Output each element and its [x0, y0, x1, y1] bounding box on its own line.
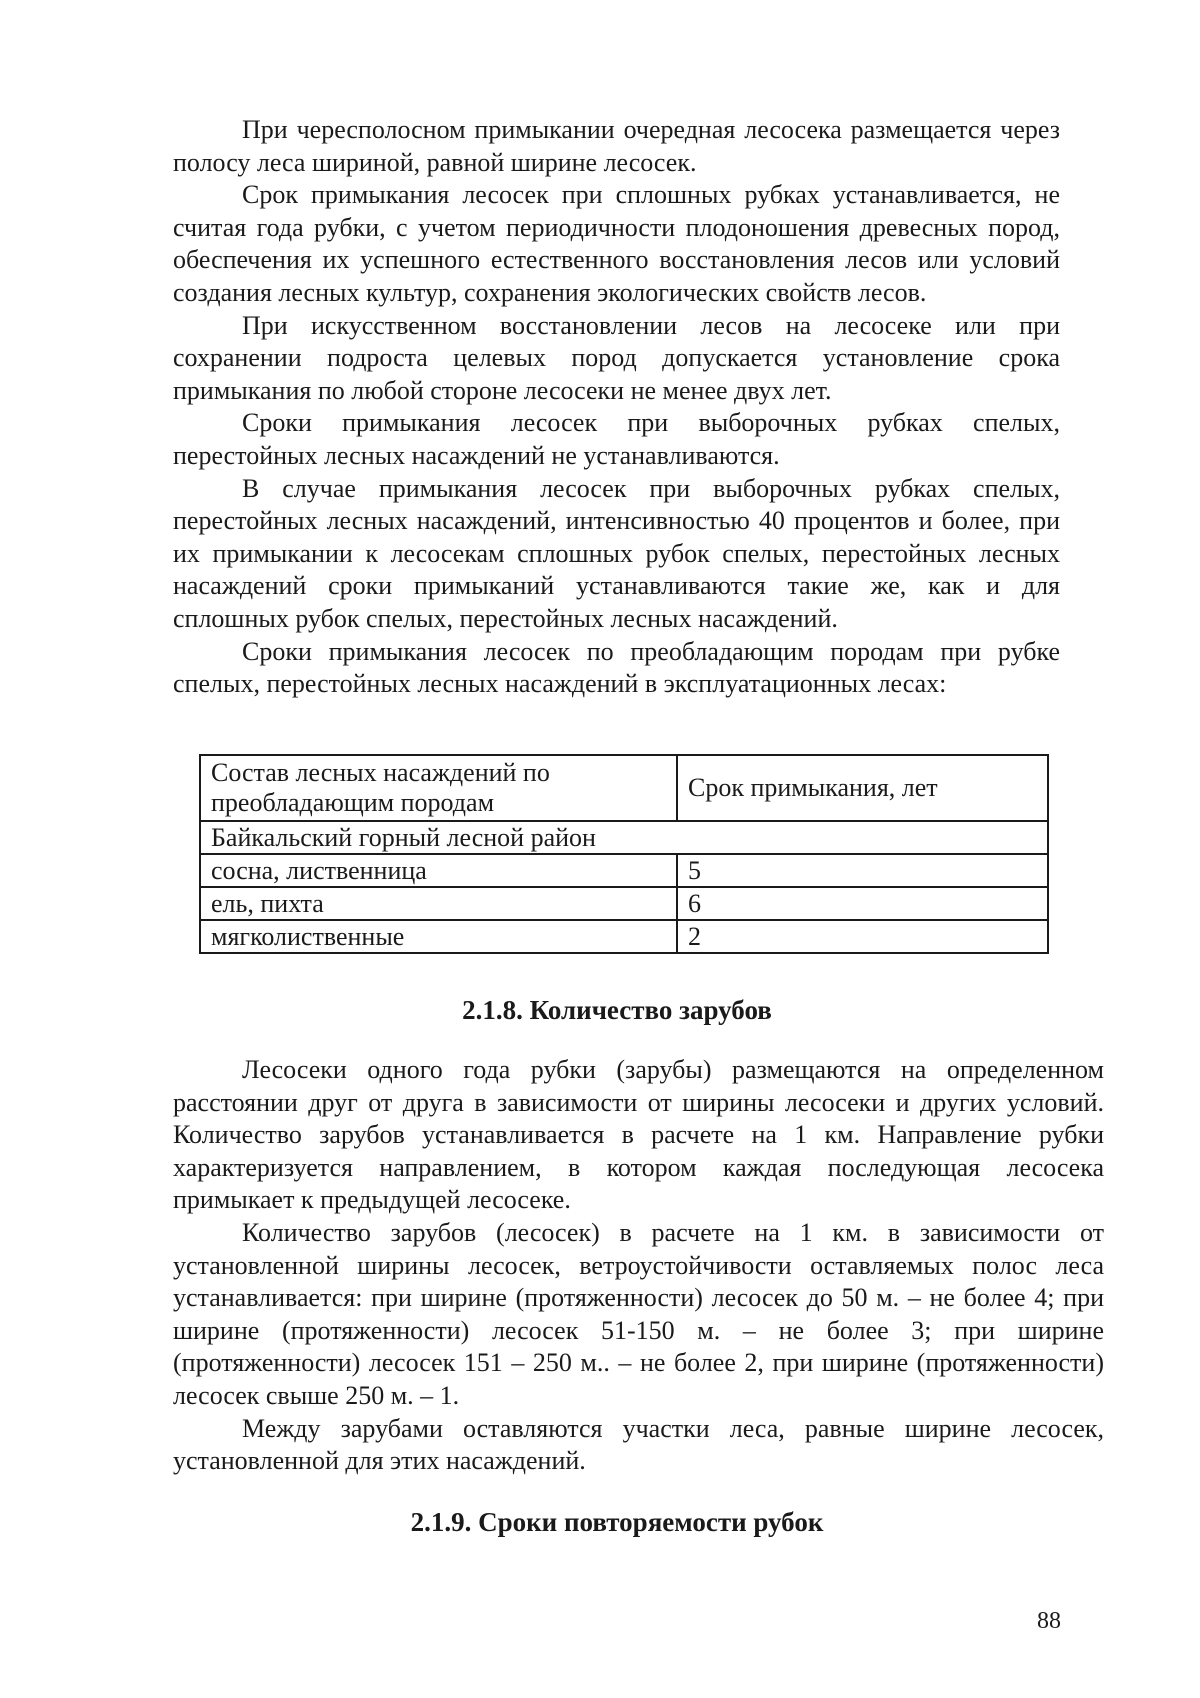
table-region-row	[200, 821, 1048, 854]
table-header-years: Срок примыкания, лет	[677, 755, 1048, 821]
paragraph: Количество зарубов (лесосек) в расчете на 1 км. в зависимости от установленной ширины лесосек, ветроустойчивости оставляемых полос леса устанавливается: при ширине (протяженности) лесосек до 50 м. – не более 4; при ширине (протяженности) лесосек 51-150 м. – не более 3; при ширине (протяженности) лесосек 151 – 250 м.. – не более 2, при ширине (протяженности) лесосек свыше 250 м. – 1.	[173, 1217, 1104, 1410]
table-cell-years: 6	[677, 887, 1048, 920]
table-cell-years: 2	[677, 920, 1048, 953]
paragraph: Между зарубами оставляются участки леса, равные ширине лесосек, установленной для этих насаждений.	[173, 1413, 1104, 1476]
table-cell-years: 5	[677, 854, 1048, 887]
paragraph: Срок примыкания лесосек при сплошных рубках устанавливается, не считая года рубки, с учетом периодичности плодоношения древесных пород, обеспечения их успешного естественного восстановления лесов или условий создания лесных культур, сохранения экологических свойств лесов.	[173, 180, 1060, 307]
adjacency-term-table	[199, 754, 1049, 954]
table-cell-species: мягколиственные	[200, 920, 677, 953]
table-row	[200, 887, 1048, 920]
text-block-top	[173, 114, 1060, 701]
section-heading: 2.1.8. Количество зарубов	[462, 995, 772, 1025]
table-cell-species: ель, пихта	[200, 887, 677, 920]
table-row	[200, 854, 1048, 887]
paragraph: Сроки примыкания лесосек при выборочных рубках спелых, перестойных лесных насаждений не устанавливаются.	[173, 408, 1060, 470]
paragraph: При чересполосном примыкании очередная лесосека размещается через полосу леса шириной, равной ширине лесосек.	[173, 115, 1060, 177]
table-header-species: Состав лесных насаждений по преобладающим породам	[200, 755, 677, 821]
page-number: 88	[1037, 1608, 1061, 1634]
section-heading: 2.1.9. Сроки повторяемости рубок	[410, 1507, 824, 1537]
paragraph: Лесосеки одного года рубки (зарубы) размещаются на определенном расстоянии друг от друга в зависимости от ширины лесосеки и других условий. Количество зарубов устанавливается в расчете на 1 км. Направление рубки характеризуется направлением, в котором каждая последующая лесосека примыкает к предыдущей лесосеке.	[173, 1055, 1104, 1215]
paragraph: При искусственном восстановлении лесов на лесосеке или при сохранении подроста целевых пород допускается установление срока примыкания по любой стороне лесосеки не менее двух лет.	[173, 310, 1060, 405]
table-cell-species: сосна, лиственница	[200, 854, 677, 887]
table-header-row	[200, 755, 1048, 821]
paragraph: Сроки примыкания лесосек по преобладающим породам при рубке спелых, перестойных лесных насаждений в эксплуатационных лесах:	[173, 636, 1060, 699]
table-region-cell: Байкальский горный лесной район	[200, 821, 1048, 854]
table-row	[200, 920, 1048, 953]
paragraph: В случае примыкания лесосек при выборочных рубках спелых, перестойных лесных насаждений, интенсивностью 40 процентов и более, при их примыкании к лесосекам сплошных рубок спелых, перестойных лесных насаждений сроки примыканий устанавливаются такие же, как и для сплошных рубок спелых, перестойных лесных насаждений.	[173, 473, 1060, 633]
text-block-section-218	[173, 1054, 1104, 1478]
